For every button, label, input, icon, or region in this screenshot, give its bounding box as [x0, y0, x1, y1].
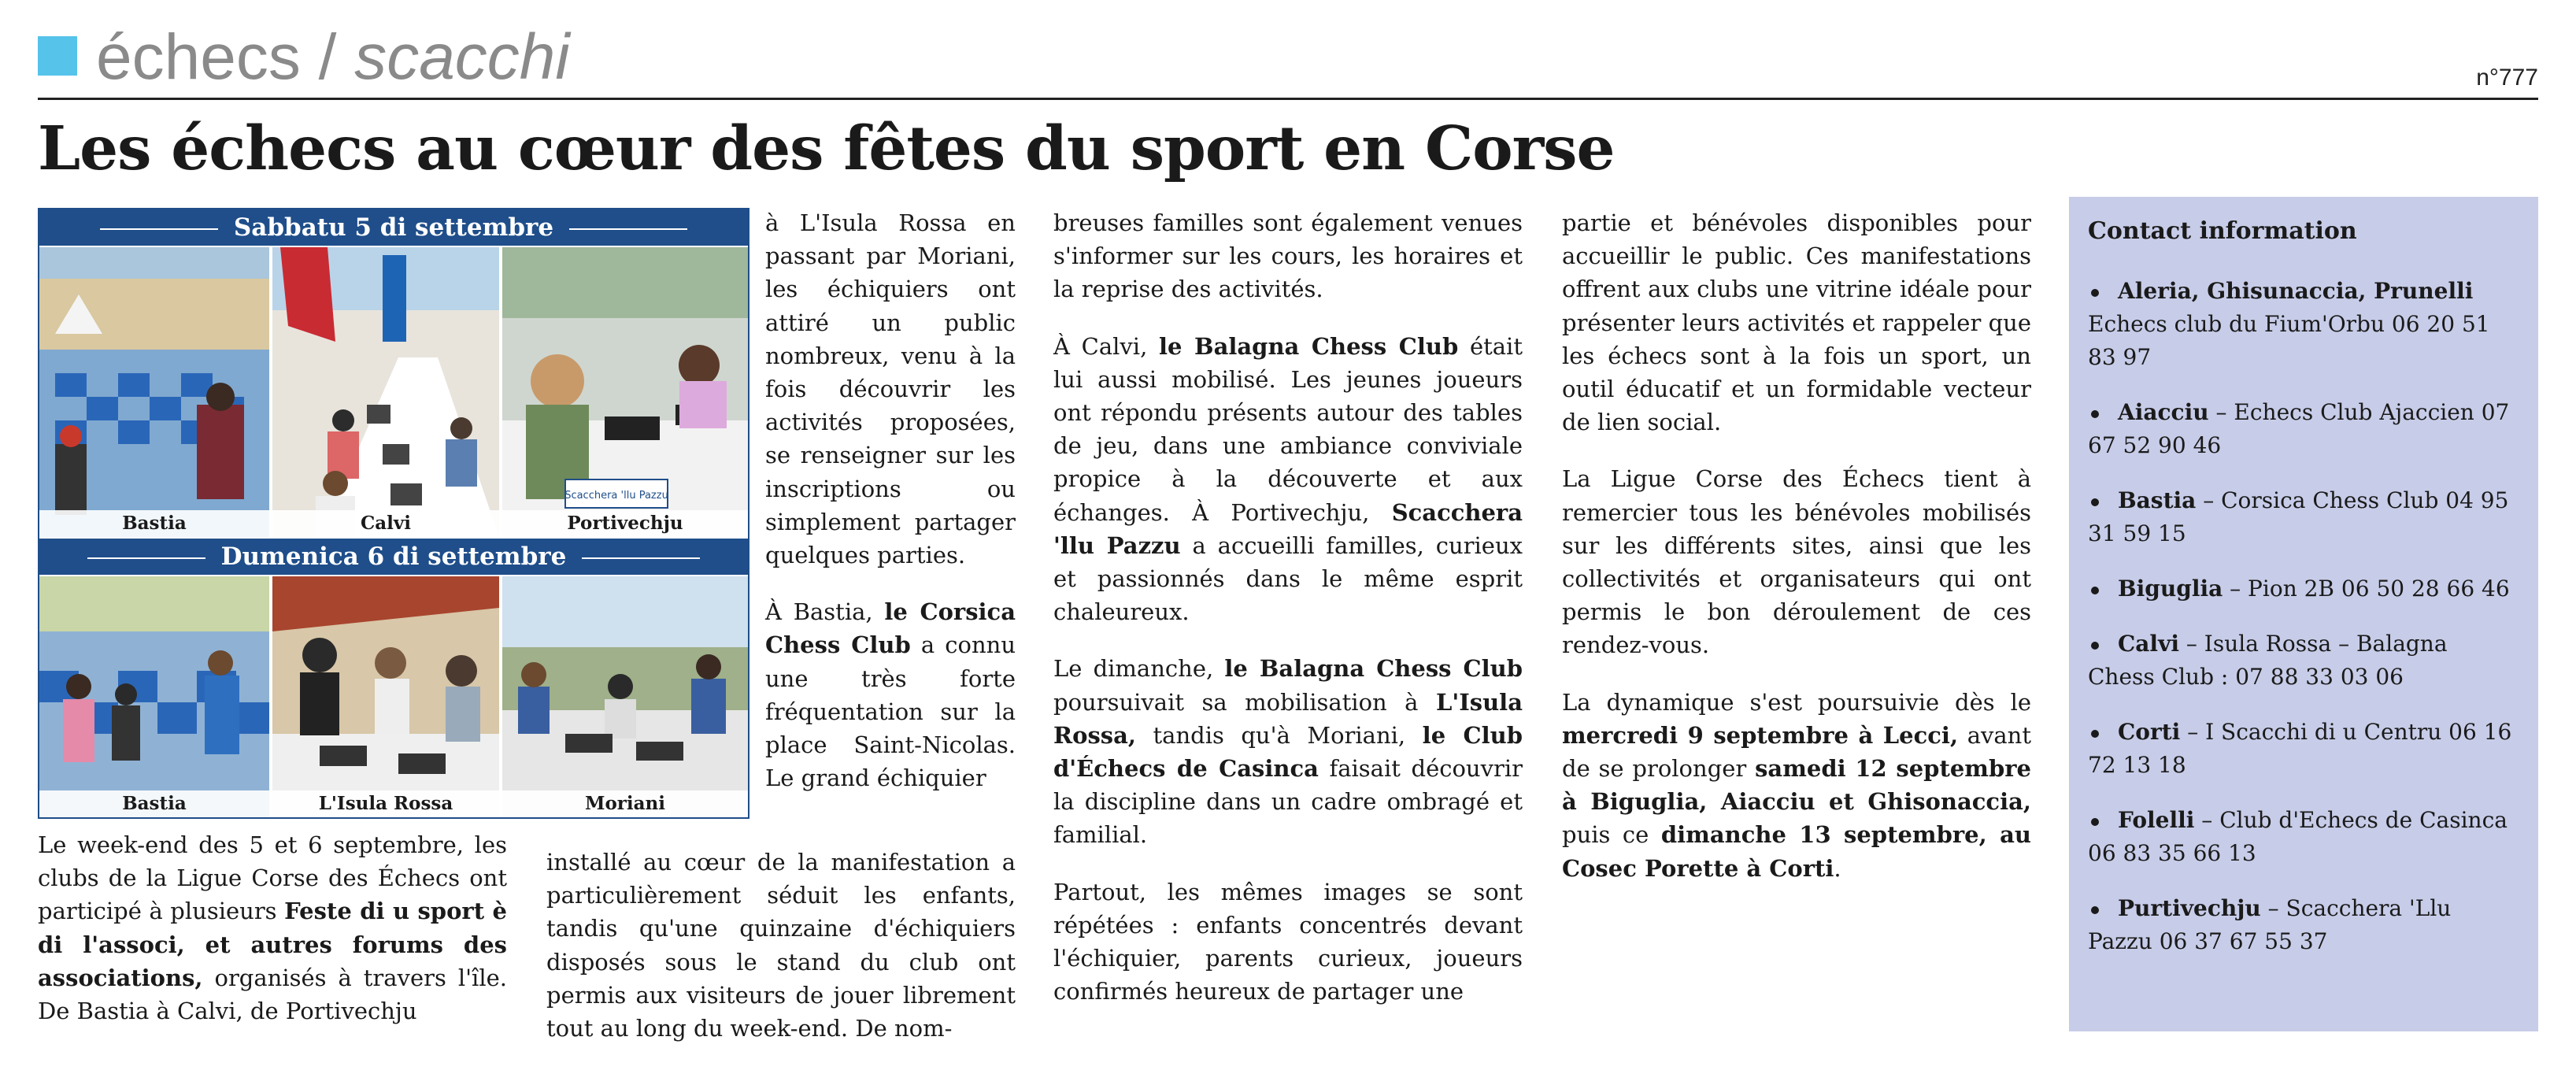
contact-box [2069, 197, 2538, 1031]
caption-calvi: Calvi [272, 510, 499, 537]
issue-number: n°777 [2476, 65, 2538, 91]
article-emphasis: le Balagna Chess Club [1159, 332, 1459, 360]
caption-isula-rossa: L'Isula Rossa [272, 790, 499, 817]
article-paragraph [1053, 206, 1523, 306]
article-paragraph [765, 595, 1016, 794]
article-text: a connu une très forte fréquentation sur la place Saint-Nicolas. Le grand échiquier [765, 631, 1016, 792]
article-text: Le dimanche, [1053, 655, 1225, 683]
caption-moriani: Moriani [502, 790, 748, 817]
article-text: était lui aussi mobilisé. Les jeunes joueurs ont répondu présents autour des tables de jeu, dans une ambiance conviviale propice à la découverte et aux échanges. À Portivechju, [1053, 332, 1523, 526]
section-name-alt: scacchi [354, 21, 570, 93]
article-text: tandis qu'à Moriani, [1135, 721, 1423, 749]
header-rule [38, 98, 2538, 100]
article-paragraph [765, 206, 1016, 572]
caption-bastia-sun: Bastia [39, 790, 269, 817]
contact-item [2088, 628, 2519, 694]
article-text: faisait découvrir la discipline dans un cadre ombragé et familial. [1053, 755, 1523, 849]
article-paragraph [1053, 876, 1523, 1009]
article-emphasis: le Corsica Chess Club [765, 598, 1016, 659]
article-paragraph [1562, 462, 2031, 661]
bullet-icon [2091, 730, 2099, 738]
article-text: partie et bénévoles disponibles pour accueillir le public. Ces manifestations offrent aux clubs une vitrine idéale pour présenter leurs activités et rappeler que les échecs sont à la fois un sport, un outil éducatif et un formidable vecteur de lien social. [1562, 209, 2031, 436]
article-col-3 [1053, 206, 1523, 1031]
bullet-icon [2091, 818, 2099, 826]
section-separator: / [300, 21, 355, 93]
contact-item [2088, 716, 2519, 782]
contact-place: Purtivechju [2118, 895, 2261, 921]
section-name: échecs [96, 21, 301, 93]
article-col-2b [546, 846, 1016, 1068]
contact-place: Corti [2118, 719, 2181, 745]
contact-detail: – Scacchera 'Llu Pazzu 06 37 67 55 37 [2088, 895, 2452, 954]
contact-detail: – I Scacchi di u Centru 06 16 72 13 18 [2088, 719, 2512, 778]
contact-detail: – Pion 2B 06 50 28 66 46 [2223, 576, 2510, 602]
contact-item [2088, 892, 2519, 958]
contact-detail: Echecs club du Fium'Orbu 06 20 51 83 97 [2088, 311, 2490, 370]
bullet-icon [2091, 906, 2099, 914]
contact-place: Folelli [2118, 807, 2195, 833]
contact-item [2088, 396, 2519, 462]
caption-bastia-sat: Bastia [39, 510, 269, 537]
photo-bastia-sat [39, 247, 269, 537]
contact-place: Aleria, Ghisunaccia, Prunelli [2118, 278, 2474, 304]
article-emphasis: le Club d'Échecs de Casinca [1053, 721, 1523, 783]
contact-item [2088, 275, 2519, 374]
article-text: poursuivait sa mobilisation à [1053, 688, 1436, 716]
section-title [96, 14, 570, 101]
article-text: La Ligue Corse des Échecs tient à remercier tous les bénévoles mobilisés sur les différents sites, ainsi que les collectivités et organisateurs qui ont permis le bon déroulement de ces rendez-vous. [1562, 465, 2031, 659]
article-text: Partout, les mêmes images se sont répétées : enfants concentrés devant l'échiquier, parents curieux, joueurs confirmés heureux de partager une [1053, 878, 1523, 1005]
article-col-2a [765, 206, 1016, 818]
photo-portivechju [502, 247, 748, 537]
article-text: puis ce [1562, 821, 1661, 849]
article-text: À Bastia, [765, 598, 885, 626]
caption-portivechju: Portivechju [502, 510, 748, 537]
article-paragraph [38, 828, 507, 1027]
bullet-icon [2091, 289, 2099, 297]
article-text: breuses familles sont également venues s'informer sur les cours, les horaires et la reprise des activités. [1053, 209, 1523, 303]
contact-list [2088, 275, 2519, 958]
article-emphasis: samedi 12 septembre à Biguglia, Aiacciu et Ghisonaccia, [1562, 755, 2031, 816]
article-emphasis: mercredi 9 septembre à Lecci, [1562, 721, 1959, 749]
bullet-icon [2091, 410, 2099, 418]
day2-label: Dumenica 6 di settembre [220, 542, 567, 571]
contact-place: Biguglia [2118, 576, 2223, 602]
day2-banner [39, 539, 748, 575]
article-text: À Calvi, [1053, 332, 1159, 360]
article-text: a accueilli familles, curieux et passionnés dans le même esprit chaleureux. [1053, 531, 1523, 626]
article-text: avant de se prolonger [1562, 721, 2032, 783]
article-paragraph [1053, 652, 1523, 851]
contact-item [2088, 804, 2519, 870]
contact-item [2088, 572, 2519, 605]
article-col-4 [1562, 206, 2031, 909]
day1-banner [39, 209, 748, 246]
contact-title: Contact information [2088, 217, 2357, 245]
photo-calvi [272, 247, 499, 537]
bullet-icon [2091, 498, 2099, 506]
photo-isula-rossa [272, 576, 499, 817]
article-text: Le week-end des 5 et 6 septembre, les clubs de la Ligue Corse des Échecs ont participé à plusieurs [38, 831, 507, 925]
photo-moriani [502, 576, 748, 817]
article-emphasis: dimanche 13 septembre, au Cosec Porette à Corti [1562, 821, 2031, 882]
article-text: La dynamique s'est poursuivie dès le [1562, 688, 2031, 716]
section-marker [38, 36, 77, 76]
article-emphasis: Feste di u sport è di l'associ, et autres forums des associations, [38, 898, 507, 991]
article-emphasis: Scacchera 'llu Pazzu [1053, 498, 1523, 559]
day1-label: Sabbatu 5 di settembre [233, 213, 554, 242]
contact-place: Calvi [2118, 631, 2179, 657]
contact-detail: – Echecs Club Ajaccien 07 67 52 90 46 [2088, 399, 2510, 458]
article-text: . [1834, 854, 1841, 882]
headline: Les échecs au cœur des fêtes du sport en Corse [38, 113, 1615, 184]
article-text: organisés à travers l'île. De Bastia à Calvi, de Portivechju [38, 964, 507, 1025]
contact-detail: – Corsica Chess Club 04 95 31 59 15 [2088, 487, 2509, 546]
article-paragraph [1053, 330, 1523, 629]
contact-place: Bastia [2118, 487, 2197, 513]
article-col-1 [38, 828, 507, 1051]
article-emphasis: L'Isula Rossa, [1053, 688, 1523, 749]
article-paragraph [546, 846, 1016, 1045]
article-emphasis: le Balagna Chess Club [1224, 655, 1523, 683]
article-text: à L'Isula Rossa en passant par Moriani, les échiquiers ont attiré un public nombreux, venu à la fois découvrir les activités proposées, se renseigner sur les inscriptions ou simplement partager quelques parties. [765, 209, 1016, 569]
photo-banner-text: Scacchera 'llu Pazzu [564, 490, 668, 502]
contact-place: Aiacciu [2118, 399, 2209, 425]
bullet-icon [2091, 587, 2099, 594]
bullet-icon [2091, 642, 2099, 650]
contact-detail: – Isula Rossa – Balagna Chess Club : 07 88 33 03 06 [2088, 631, 2448, 690]
article-paragraph [1562, 686, 2031, 885]
contact-item [2088, 484, 2519, 550]
photo-bastia-sun [39, 576, 269, 817]
photo-collage [38, 208, 749, 819]
article-text: installé au cœur de la manifestation a particulièrement séduit les enfants, tandis qu'une quinzaine d'échiquiers disposés sous le stand du club ont permis aux visiteurs de jouer librement tout au long du week-end. De nom- [546, 849, 1016, 1042]
contact-detail: – Club d'Echecs de Casinca 06 83 35 66 13 [2088, 807, 2508, 866]
article-paragraph [1562, 206, 2031, 439]
